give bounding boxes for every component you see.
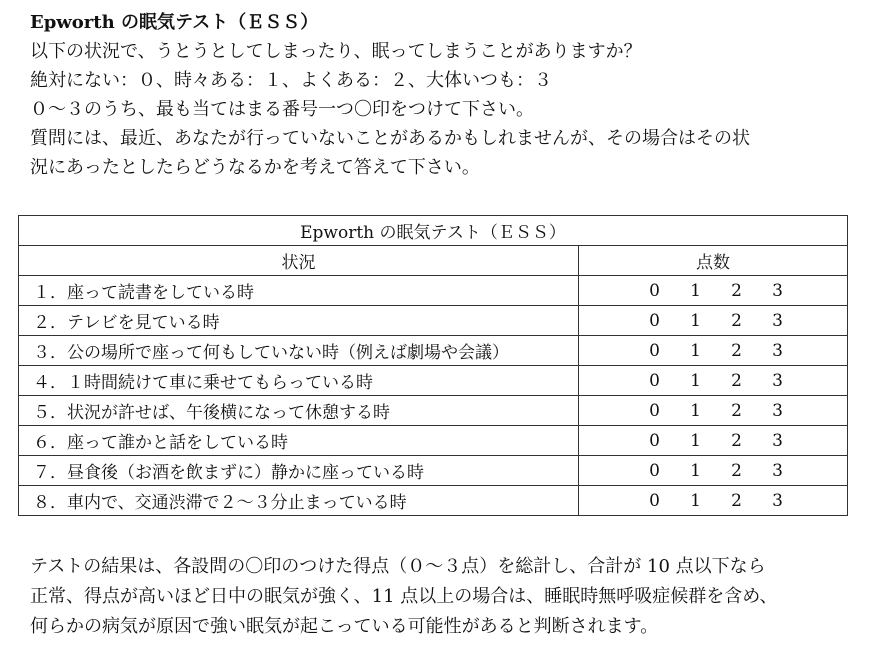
score-cell	[579, 306, 848, 336]
score-cell	[579, 396, 848, 426]
outro-line-1: テストの結果は、各設問の〇印のつけた得点（０～３点）を総計し、合計が 10 点以下なら	[30, 556, 766, 577]
table-header-row	[19, 246, 848, 276]
intro-scale: 絶対にない：０、時々ある：１、よくある：２、大体いつも：３	[30, 70, 552, 91]
score-option-1[interactable]: 1	[690, 490, 701, 511]
outro-line-3: 何らかの病気が原因で強い眠気が起こっている可能性があると判断されます。	[30, 616, 659, 637]
table-row	[19, 366, 848, 396]
score-option-3[interactable]: 3	[772, 400, 783, 421]
situation-cell: ５．状況が許せば、午後横になって休憩する時	[19, 396, 579, 426]
score-option-2[interactable]: 2	[731, 310, 742, 331]
score-option-1[interactable]: 1	[690, 340, 701, 361]
table-row	[19, 486, 848, 516]
header-situation: 状況	[19, 246, 579, 276]
situation-cell: ３．公の場所で座って何もしていない時（例えば劇場や会議）	[19, 336, 579, 366]
table-row	[19, 306, 848, 336]
situation-cell: ２．テレビを見ている時	[19, 306, 579, 336]
score-option-0[interactable]: 0	[649, 400, 660, 421]
situation-cell: ８．車内で、交通渋滞で２～３分止まっている時	[19, 486, 579, 516]
score-option-1[interactable]: 1	[690, 460, 701, 481]
score-option-2[interactable]: 2	[731, 430, 742, 451]
score-cell	[579, 366, 848, 396]
score-option-3[interactable]: 3	[772, 370, 783, 391]
document-title	[30, 8, 860, 37]
intro-section	[30, 8, 860, 182]
score-options	[642, 341, 785, 361]
ess-table	[18, 215, 848, 516]
outro-section	[30, 552, 860, 642]
score-option-1[interactable]: 1	[690, 370, 701, 391]
score-cell	[579, 276, 848, 306]
score-options	[642, 371, 785, 391]
score-cell	[579, 426, 848, 456]
score-option-2[interactable]: 2	[731, 400, 742, 421]
score-options	[642, 491, 785, 511]
situation-cell: ７．昼食後（お酒を飲まずに）静かに座っている時	[19, 456, 579, 486]
score-option-0[interactable]: 0	[649, 310, 660, 331]
score-option-1[interactable]: 1	[690, 310, 701, 331]
score-option-0[interactable]: 0	[649, 280, 660, 301]
score-option-2[interactable]: 2	[731, 370, 742, 391]
intro-note-line-1: 質問には、最近、あなたが行っていないことがあるかもしれませんが、その場合はその状	[30, 128, 750, 149]
table-caption: Epworth の眠気テスト（ＥＳＳ）	[19, 216, 848, 246]
table-row	[19, 456, 848, 486]
header-score: 点数	[579, 246, 848, 276]
table-row	[19, 396, 848, 426]
situation-cell: ４．１時間続けて車に乗せてもらっている時	[19, 366, 579, 396]
score-option-3[interactable]: 3	[772, 460, 783, 481]
intro-note-line-2: 況にあったとしたらどうなるかを考えて答えて下さい。	[30, 157, 480, 178]
document-title-latin: Epworth	[30, 12, 115, 33]
score-option-1[interactable]: 1	[690, 280, 701, 301]
score-options	[642, 461, 785, 481]
score-option-2[interactable]: 2	[731, 340, 742, 361]
table-row	[19, 336, 848, 366]
score-option-3[interactable]: 3	[772, 310, 783, 331]
intro-question: 以下の状況で、うとうとしてしまったり、眠ってしまうことがありますか？	[30, 41, 642, 62]
document-title-rest: の眠気テスト（ＥＳＳ）	[114, 12, 319, 33]
score-option-0[interactable]: 0	[649, 370, 660, 391]
intro-instruction: ０～３のうち、最も当てはまる番号一つ〇印をつけて下さい。	[30, 99, 534, 120]
score-options	[642, 431, 785, 451]
score-cell	[579, 456, 848, 486]
score-option-3[interactable]: 3	[772, 430, 783, 451]
score-option-0[interactable]: 0	[649, 430, 660, 451]
score-option-2[interactable]: 2	[731, 280, 742, 301]
table-body	[19, 276, 848, 516]
score-options	[642, 401, 785, 421]
table-row	[19, 276, 848, 306]
score-option-1[interactable]: 1	[690, 430, 701, 451]
situation-cell: ６．座って誰かと話をしている時	[19, 426, 579, 456]
score-options	[642, 311, 785, 331]
score-option-3[interactable]: 3	[772, 340, 783, 361]
score-option-2[interactable]: 2	[731, 460, 742, 481]
score-option-3[interactable]: 3	[772, 490, 783, 511]
score-option-1[interactable]: 1	[690, 400, 701, 421]
table-row	[19, 426, 848, 456]
score-options	[642, 281, 785, 301]
outro-line-2: 正常、得点が高いほど日中の眠気が強く、11 点以上の場合は、睡眠時無呼吸症候群を含め、	[30, 586, 778, 607]
situation-cell: １．座って読書をしている時	[19, 276, 579, 306]
score-cell	[579, 486, 848, 516]
score-cell	[579, 336, 848, 366]
score-option-3[interactable]: 3	[772, 280, 783, 301]
score-option-2[interactable]: 2	[731, 490, 742, 511]
score-option-0[interactable]: 0	[649, 490, 660, 511]
score-option-0[interactable]: 0	[649, 460, 660, 481]
score-option-0[interactable]: 0	[649, 340, 660, 361]
table-caption-row	[19, 216, 848, 246]
